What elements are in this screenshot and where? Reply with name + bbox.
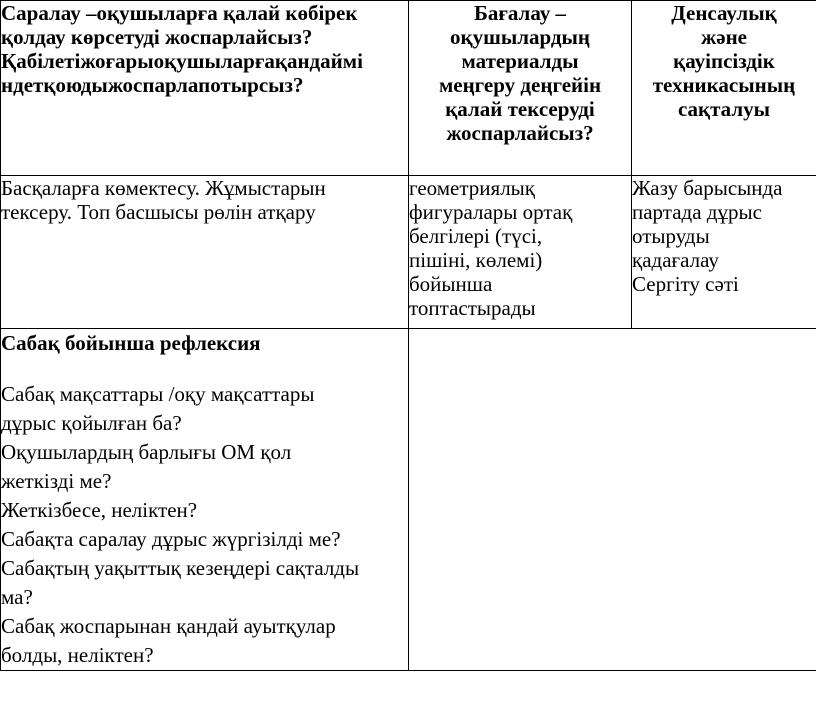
header-line: Қабілетіжоғарыоқушыларғақандаймі xyxy=(1,49,363,73)
header-line: жоспарлайсыз? xyxy=(446,121,594,145)
reflection-title: Сабақ бойынша рефлексия xyxy=(1,331,261,355)
cell-reflection xyxy=(1,329,409,671)
reflection-line: Оқушылардың барлығы ОМ қол xyxy=(1,440,292,464)
header-line: және xyxy=(701,25,747,49)
header-line: техникасының xyxy=(652,73,796,97)
cell-line: отыруды xyxy=(632,224,710,248)
header-line: қалай тексеруді xyxy=(445,97,595,121)
cell-assessment xyxy=(409,176,632,329)
cell-reflection-notes xyxy=(409,329,816,671)
cell-line: фигуралары ортақ xyxy=(409,200,573,224)
cell-line: Басқаларға көмектесу. Жұмыстарын xyxy=(1,176,326,200)
content-row xyxy=(1,176,816,329)
header-health-safety xyxy=(632,1,816,176)
header-line: оқушылардың xyxy=(449,25,591,49)
header-line: қолдау көрсетуді жоспарлайсыз? xyxy=(1,25,313,49)
header-line: ндетқоюдыжоспарлапотырсыз? xyxy=(1,73,304,97)
cell-line: бойынша xyxy=(409,272,493,296)
header-row xyxy=(1,1,816,176)
cell-line: белгілері (түсі, xyxy=(409,224,543,248)
cell-line: геометриялық xyxy=(409,176,535,200)
cell-line: қадағалау xyxy=(632,248,719,272)
header-line: Денсаулық xyxy=(671,1,777,25)
header-line: қауіпсіздік xyxy=(673,49,775,73)
reflection-line: Сабақ мақсаттары /оқу мақсаттары xyxy=(1,382,315,406)
reflection-line: дұрыс қойылған ба? xyxy=(1,411,182,435)
reflection-line: Жеткізбесе, неліктен? xyxy=(1,498,198,522)
header-line: сақталуы xyxy=(677,97,771,121)
cell-line: Сергіту сәті xyxy=(632,272,739,296)
reflection-line: Сабақта саралау дұрыс жүргізілді ме? xyxy=(1,527,341,551)
cell-health-safety xyxy=(632,176,816,329)
header-line: меңгеру деңгейін xyxy=(438,73,602,97)
cell-line: Жазу барысында xyxy=(632,176,783,200)
reflection-line: ма? xyxy=(1,585,33,609)
cell-line: тексеру. Топ басшысы рөлін атқару xyxy=(1,200,316,224)
reflection-line: Сабақтың уақыттық кезеңдері сақталды xyxy=(1,556,360,580)
cell-line: партада дұрыс xyxy=(632,200,762,224)
reflection-line: жеткізді ме? xyxy=(1,469,112,493)
reflection-row xyxy=(1,329,816,671)
cell-line: топтастырады xyxy=(409,296,536,320)
cell-line: пішіні, көлемі) xyxy=(409,248,543,272)
header-line: Бағалау – xyxy=(473,1,567,25)
cell-differentiation xyxy=(1,176,409,329)
reflection-line: Сабақ жоспарынан қандай ауытқулар xyxy=(1,614,336,638)
header-line: материалды xyxy=(461,49,579,73)
header-assessment xyxy=(409,1,632,176)
header-line: Саралау –оқушыларға қалай көбірек xyxy=(1,1,358,25)
reflection-line: болды, неліктен? xyxy=(1,643,154,667)
header-differentiation xyxy=(1,1,409,176)
